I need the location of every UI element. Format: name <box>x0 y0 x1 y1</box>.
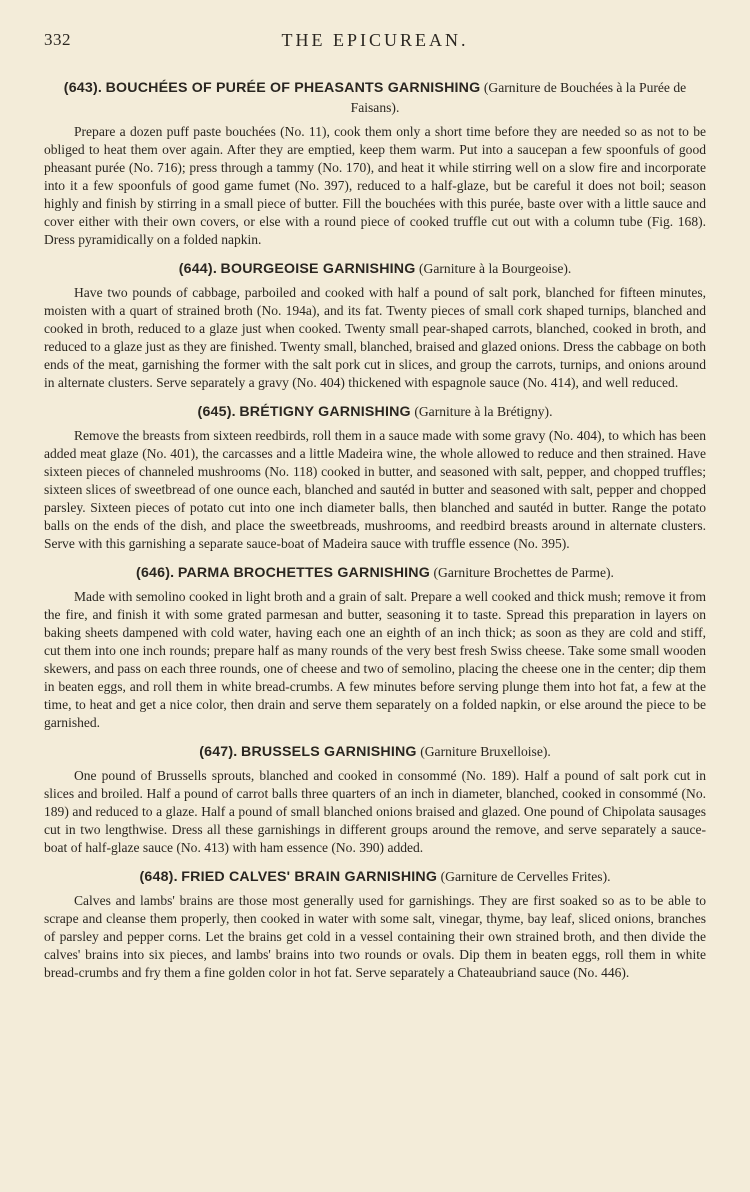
recipe-number: (648). <box>139 869 178 885</box>
recipe-heading <box>44 402 706 422</box>
recipe-title: FRIED CALVES' BRAIN GARNISHING <box>181 869 438 885</box>
recipe-heading <box>44 563 706 583</box>
recipe-entry-647 <box>44 742 706 857</box>
recipe-text: Calves and lambs' brains are those most generally used for garnishings. They are first soaked so as to be able to scrape and cleanse them properly, then cooked in water with some salt, vinegar, thyme, bay leaf, sliced onions, branches of parsley and pepper corns. Let the brains get cold in a vessel containing their own strained broth, and then divide the calves' brains into six pieces, and lambs' brains into two rounds or ovals. Dip them in beaten eggs, roll them in white bread-crumbs and fry them a fine golden color in hot fat. Serve separately a Chateaubriand sauce (No. 446). <box>44 893 706 980</box>
recipe-number: (645). <box>197 404 236 420</box>
recipe-text: Have two pounds of cabbage, parboiled and cooked with half a pound of salt pork, blanched for fifteen minutes, moisten with a quart of strained broth (No. 194a), and its fat. Twenty pieces of small cork shaped turnips, blanched and cooked in broth, reduced to a glaze just when cooked. Twenty small pear-shaped carrots, blanched, cooked in broth, and reduced to a glaze just as they are finished. Twenty small, blanched, braised and glazed onions. Dress the cabbage on both ends of the meat, garnishing the former with the salt pork cut in slices, and group the carrots, turnips, and onions around in alternate clusters. Serve separately a gravy (No. 404) thickened with espagnole sauce (No. 414), and well reduced. <box>44 285 706 390</box>
recipe-entry-645 <box>44 402 706 553</box>
recipe-french-name: (Garniture à la Bourgeoise). <box>419 261 572 276</box>
recipe-entry-644 <box>44 259 706 392</box>
recipe-french-name: (Garniture Bruxelloise). <box>420 744 551 759</box>
recipe-french-name: (Garniture à la Brétigny). <box>414 404 553 419</box>
recipe-heading <box>44 742 706 762</box>
running-head: THE EPICUREAN. <box>281 30 469 50</box>
recipe-title: BRÉTIGNY GARNISHING <box>239 404 411 420</box>
recipe-entry-646 <box>44 563 706 732</box>
recipe-number: (643). <box>63 80 103 96</box>
page-number: 332 <box>44 30 71 49</box>
recipe-french-name: (Garniture de Bouchées à la Purée de Faisans). <box>350 80 687 115</box>
recipe-heading <box>44 867 706 887</box>
recipe-french-name: (Garniture Brochettes de Parme). <box>433 565 614 580</box>
recipe-title: BOUCHÉES OF PURÉE OF PHEASANTS GARNISHING <box>105 80 481 96</box>
recipe-number: (644). <box>178 261 217 277</box>
recipe-number: (647). <box>199 744 238 760</box>
recipe-text: Remove the breasts from sixteen reedbirds, roll them in a sauce made with some gravy (No. 404), to which has been added meat glaze (No. 401), the carcasses and a little Madeira wine, the whole allowed to reduce and then strained. Have sixteen pieces of channeled mushrooms (No. 118) cooked in butter, and seasoned with salt, pepper, and chopped truffles; sixteen slices of sweetbread of one ounce each, blanched and sautéd in butter and seasoned with salt, pepper and chopped parsley. Sixteen pieces of potato cut into one inch diameter balls, then blanched and sautéd in butter. Range the potato balls on the ends of the dish, and place the sweetbreads, mushrooms, and reedbird breasts around in alternate clusters. Serve with this garnishing a separate sauce-boat of Madeira sauce with truffle essence (No. 395). <box>44 428 706 551</box>
recipe-french-name: (Garniture de Cervelles Frites). <box>440 869 611 884</box>
recipe-text: One pound of Brussells sprouts, blanched and cooked in consommé (No. 189). Half a pound of salt pork cut in slices and broiled. Half a pound of carrot balls three quarters of an inch in diameter, blanched, cooked in consommé (No. 189) and reduced to a glaze. Half a pound of small blanched onions braised and glazed. One pound of Chipolata sausages cut in two lengthwise. Dress all these garnishings in different groups around the remove, and serve separately a sauce-boat of half-glaze sauce (No. 413) with ham essence (No. 390) added. <box>44 768 706 855</box>
recipe-entry-648 <box>44 867 706 982</box>
recipe-number: (646). <box>136 565 175 581</box>
page-content <box>44 78 706 992</box>
recipe-title: BRUSSELS GARNISHING <box>241 744 417 760</box>
recipe-title: PARMA BROCHETTES GARNISHING <box>177 565 430 581</box>
page-header <box>44 30 706 52</box>
recipe-entry-643 <box>44 78 706 249</box>
recipe-title: BOURGEOISE GARNISHING <box>220 261 416 277</box>
recipe-text: Made with semolino cooked in light broth and a grain of salt. Prepare a well cooked and thick mush; remove it from the fire, and finish it with some grated parmesan and butter, seasoning it to taste. Spread this preparation in layers on baking sheets dampened with cold water, having each one an eighth of an inch thick; as soon as they are cold and stiff, cut them into one inch rounds; prepare half as many rounds of the very best fresh Swiss cheese. Take some small wooden skewers, and pass on each three rounds, one of cheese and two of semolino, placing the cheese one in the center; dip them in beaten eggs, and roll them in white bread-crumbs. A few minutes before serving plunge them into hot fat, a few at the time, to heat and get a nice color, then drain and serve them separately on a folded napkin, or else around the piece to be garnished. <box>44 589 706 730</box>
recipe-text: Prepare a dozen puff paste bouchées (No. 11), cook them only a short time before they are needed so as not to be obliged to heat them over again. After they are emptied, keep them warm. Put into a saucepan a few spoonfuls of good pheasant purée (No. 716); press through a tammy (No. 170), and heat it while stirring well on a slow fire and incorporate into it a few spoonfuls of good game fumet (No. 397), reduced to a half-glaze, but be careful it does not boil; season highly and finish by stirring in a small piece of butter. Fill the bouchées with this purée, baste over with a little sauce and cover either with their own covers, or else with a round piece of cooked truffle cut out with a column tube (Fig. 168). Dress pyramidically on a folded napkin. <box>44 124 706 247</box>
recipe-heading <box>44 259 706 279</box>
recipe-heading <box>44 78 706 118</box>
